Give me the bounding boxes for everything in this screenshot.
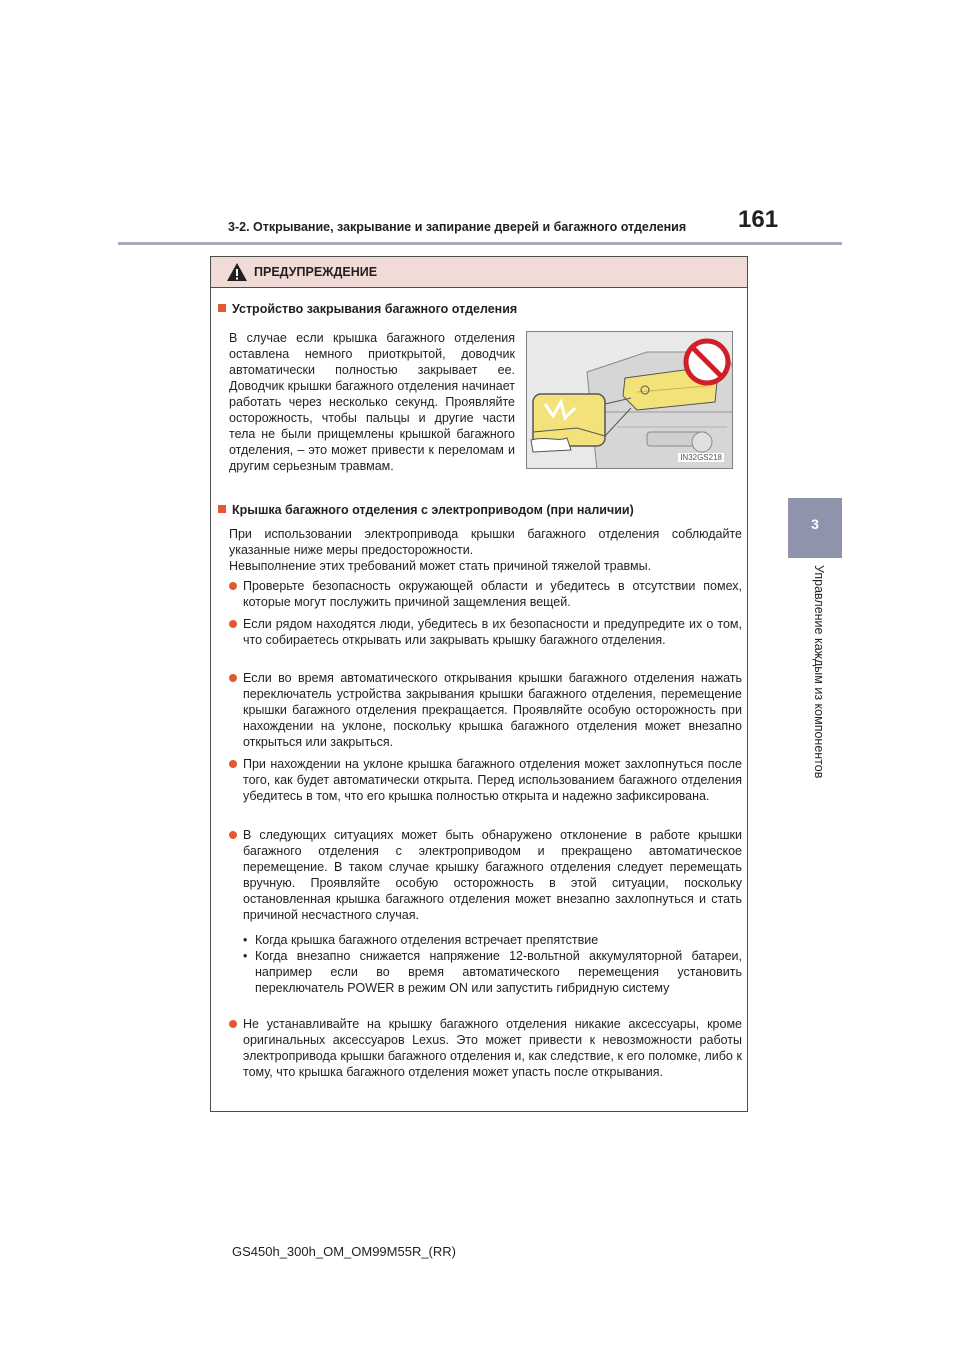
section1-heading bbox=[218, 302, 517, 316]
section-title: 3-2. Открывание, закрывание и запирание дверей и багажного отделения bbox=[228, 220, 687, 234]
illustration-code: IN32GS218 bbox=[680, 453, 722, 462]
list-item: Если рядом находятся люди, убедитесь в их безопасности и предупредите их о том, что собираетесь открывать или закрывать крышку багажного отделения. bbox=[229, 616, 742, 648]
square-bullet-icon bbox=[218, 304, 226, 312]
bullet-dot-icon bbox=[229, 831, 237, 839]
sub-list-item: • Когда внезапно снижается напряжение 12-вольтной аккумуляторной батареи, например если во время автоматического перемещения установить переключатель POWER в режим ON или запустить гибридную систему bbox=[243, 949, 742, 995]
section1-text: В случае если крышка багажного отделения оставлена немного приоткрытой, доводчик автоматически полностью закрывает ее. Доводчик крышки багажного отделения начинает работать через несколько секунд. Проявляйте осторожность, чтобы пальцы и другие части тела не были прищемлены крышкой багажного отделения, – это может привести к переломам и другим серьезным травмам. bbox=[229, 331, 515, 473]
list-item: При нахождении на уклоне крышка багажного отделения может захлопнуться после того, как будет автоматически открыта. Перед использованием багажного отделения убедитесь в том, что его крышка полностью открыта и надежно зафиксирована. bbox=[229, 756, 742, 804]
page-number: 161 bbox=[738, 206, 779, 233]
section1-heading-text: Устройство закрывания багажного отделения bbox=[232, 302, 518, 316]
list-item: Если во время автоматического открывания крышки багажного отделения нажать переключатель устройства закрывания крышки багажного отделения, перемещение крышки багажного отделения прекращается. Проявляйте особую осторожность при нахождении на уклоне, поскольку крышка багажного отделения может внезапно открыться или закрыться. bbox=[229, 670, 742, 750]
footer-model-code: GS450h_300h_OM_OM99M55R_(RR) bbox=[232, 1244, 456, 1259]
header-rule bbox=[118, 242, 842, 245]
warning-triangle-icon bbox=[226, 262, 248, 282]
sub-list-item: • Когда крышка багажного отделения встречает препятствие bbox=[243, 933, 599, 947]
bullet-dot-icon bbox=[229, 674, 237, 682]
list-item: Проверьте безопасность окружающей области и убедитесь в отсутствии помех, которые могут послужить причиной защемления вещей. bbox=[229, 578, 742, 610]
chapter-label: Управление каждым из компонентов bbox=[812, 565, 826, 779]
chapter-tab bbox=[788, 498, 842, 558]
trunk-illustration-icon bbox=[527, 332, 733, 469]
list-item: В следующих ситуациях может быть обнаружено отклонение в работе крышки багажного отделения с электроприводом и прекращено автоматическое перемещение. В таком случае крышку багажного отделения следует перемещать вручную. Проявляйте особую осторожность в этой ситуации, поскольку остановленная крышка багажного отделения может внезапно захлопнуться и стать причиной несчастного случая. bbox=[229, 827, 742, 923]
bullet-dot-icon bbox=[229, 620, 237, 628]
section2-heading bbox=[218, 503, 634, 517]
bullet-dot-icon bbox=[229, 1020, 237, 1028]
square-bullet-icon bbox=[218, 505, 226, 513]
section2-heading-text: Крышка багажного отделения с электроприводом (при наличии) bbox=[232, 503, 634, 517]
warning-header bbox=[211, 257, 747, 288]
section2-intro2: Невыполнение этих требований может стать причиной тяжелой травмы. bbox=[229, 559, 652, 573]
warning-title: ПРЕДУПРЕЖДЕНИЕ bbox=[254, 265, 378, 279]
list-item: Не устанавливайте на крышку багажного отделения никакие аксессуары, кроме оригинальных аксессуаров Lexus. Это может привести к невозможности работы электропривода крышки багажного отделения и, как следствие, к его поломке, либо к тому, что крышка багажного отделения может упасть после открывания. bbox=[229, 1016, 742, 1080]
bullet-dot-icon bbox=[229, 582, 237, 590]
section2-intro: При использовании электропривода крышки багажного отделения соблюдайте указанные ниже меры предосторожности. bbox=[229, 527, 742, 557]
bullet-dot-icon bbox=[229, 760, 237, 768]
chapter-number: 3 bbox=[811, 516, 819, 532]
trunk-closer-illustration bbox=[526, 331, 733, 469]
